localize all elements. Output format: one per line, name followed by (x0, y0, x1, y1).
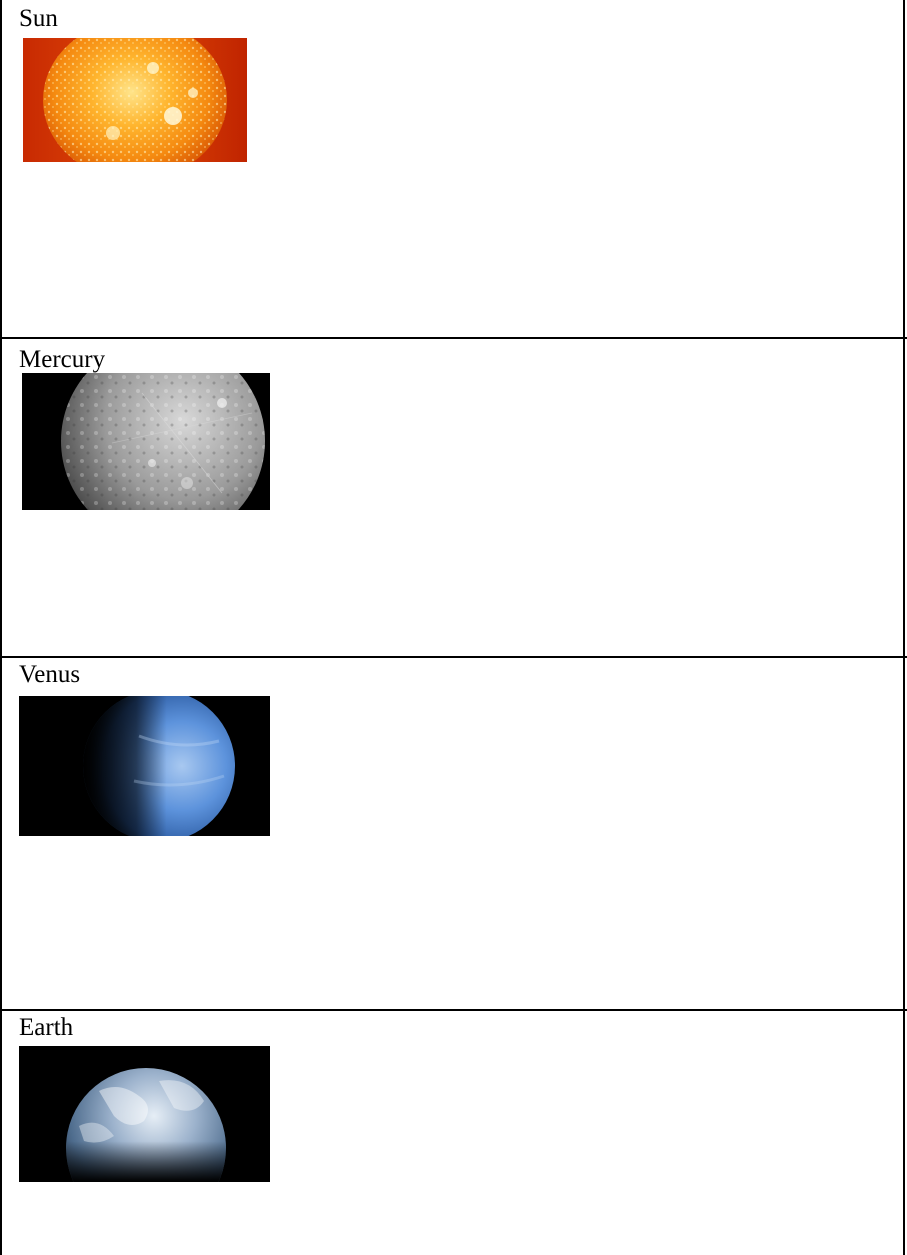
mercury-image (22, 373, 270, 510)
earth-image (19, 1046, 270, 1182)
table-row-sun (2, 0, 907, 339)
row-label-sun: Sun (19, 5, 58, 32)
table-row-earth (2, 1011, 907, 1255)
table-row-venus (2, 658, 907, 1011)
row-label-venus: Venus (19, 661, 81, 688)
sun-image (23, 38, 247, 162)
row-label-earth: Earth (19, 1014, 74, 1041)
table-row-mercury (2, 339, 907, 658)
venus-image (19, 696, 270, 836)
row-label-mercury: Mercury (19, 346, 106, 373)
